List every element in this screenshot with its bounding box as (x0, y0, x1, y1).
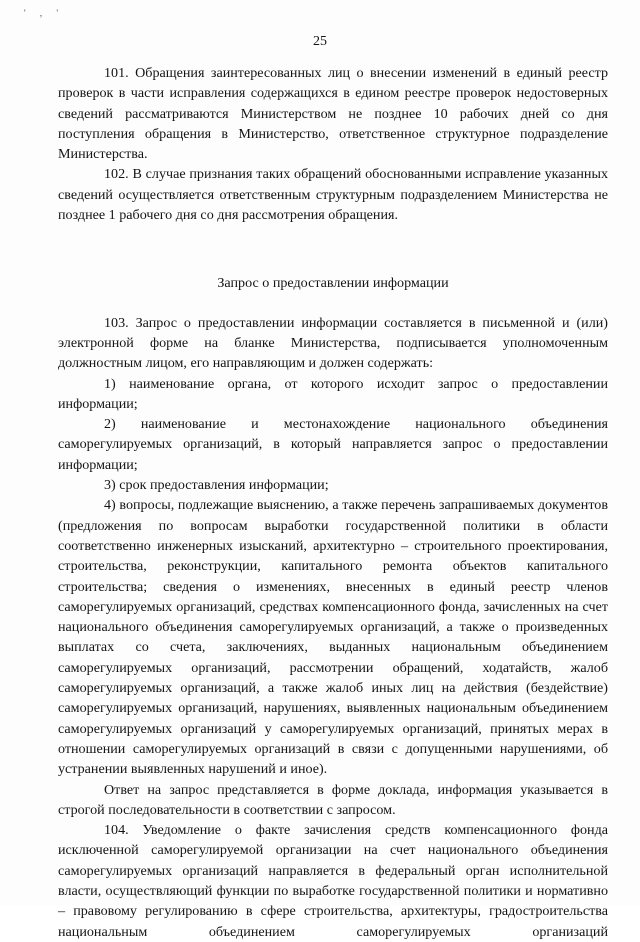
list-item-3: 3) срок предоставления информации; (104, 477, 329, 494)
paragraph-101: 101. Обращения заинтересованных лиц о внесении изменений в единый реестр проверок в части исправления содержащихся в едином реестре проверок недостоверных сведений рассматриваются Министерством не позднее 10 рабочих дней со дня поступления обращения в Министерство, ответственное структурное подразделение Министерства. (58, 65, 608, 163)
paragraph-104: 104. Уведомление о факте зачисления средств компенсационного фонда исключенной саморегулируемой организации на счет национального объединения саморегулируемых организаций направляется в федеральный орган исполнительной власти, осуществляющий функции по выработке государственной политики и нормативно – правовому регулированию в сфере строительства, архитектуры, градостроительства национальным объединением саморегулируемых организаций (58, 822, 608, 940)
paragraph-102: 102. В случае признания таких обращений обоснованными исправление указанных сведений осуществляется ответственным структурным подразделением Министерства не позднее 1 рабочего дня со дня рассмотрения обращения. (58, 166, 608, 224)
scan-marks: ' , ' (24, 8, 64, 18)
paragraph-response: Ответ на запрос представляется в форме доклада, информация указывается в строгой последовательности в соответствии с запросом. (58, 781, 608, 818)
document-body (58, 63, 608, 942)
paragraph-103: 103. Запрос о предоставлении информации составляется в письменной и (или) электронной форме на бланке Министерства, подписывается уполномоченным должностным лицом, его направляющим и должен содержать: (58, 314, 608, 372)
section-heading: Запрос о предоставлении информации (217, 275, 449, 292)
list-item-1: 1) наименование органа, от которого исходит запрос о предоставлении информации; (58, 375, 608, 412)
list-item-2: 2) наименование и местонахождение национального объединения саморегулируемых организаций, в который направляется запрос о предоставлении информации; (58, 416, 608, 473)
list-item-4: 4) вопросы, подлежащие выяснению, а также перечень запрашиваемых документов (предложения по вопросам выработки государственной политики в области соответственно инженерных изысканий, архитектурно – строительного проектирования, строительства, реконструкции, капитального ремонта объектов капитального строительства; сведения о изменениях, внесенных в единый реестр членов саморегулируемых организаций, средствах компенсационного фонда, зачисленных на счет национального объединения саморегулируемых организаций, а также о произведенных выплатах со счета, заключениях, выданных национальным объединением саморегулируемых организаций, рассмотрении обращений, ходатайств, жалоб саморегулируемых организаций, а также жалоб иных лиц на действия (бездействие) саморегулируемых организаций, нарушениях, выявленных национальным объединением саморегулируемых организаций у саморегулируемых организаций, принятых мерах в отношении саморегулируемых организаций в связи с допущенными нарушениями, об устранении выявленных нарушений и иное). (58, 497, 608, 778)
page-number: 25 (313, 34, 327, 49)
